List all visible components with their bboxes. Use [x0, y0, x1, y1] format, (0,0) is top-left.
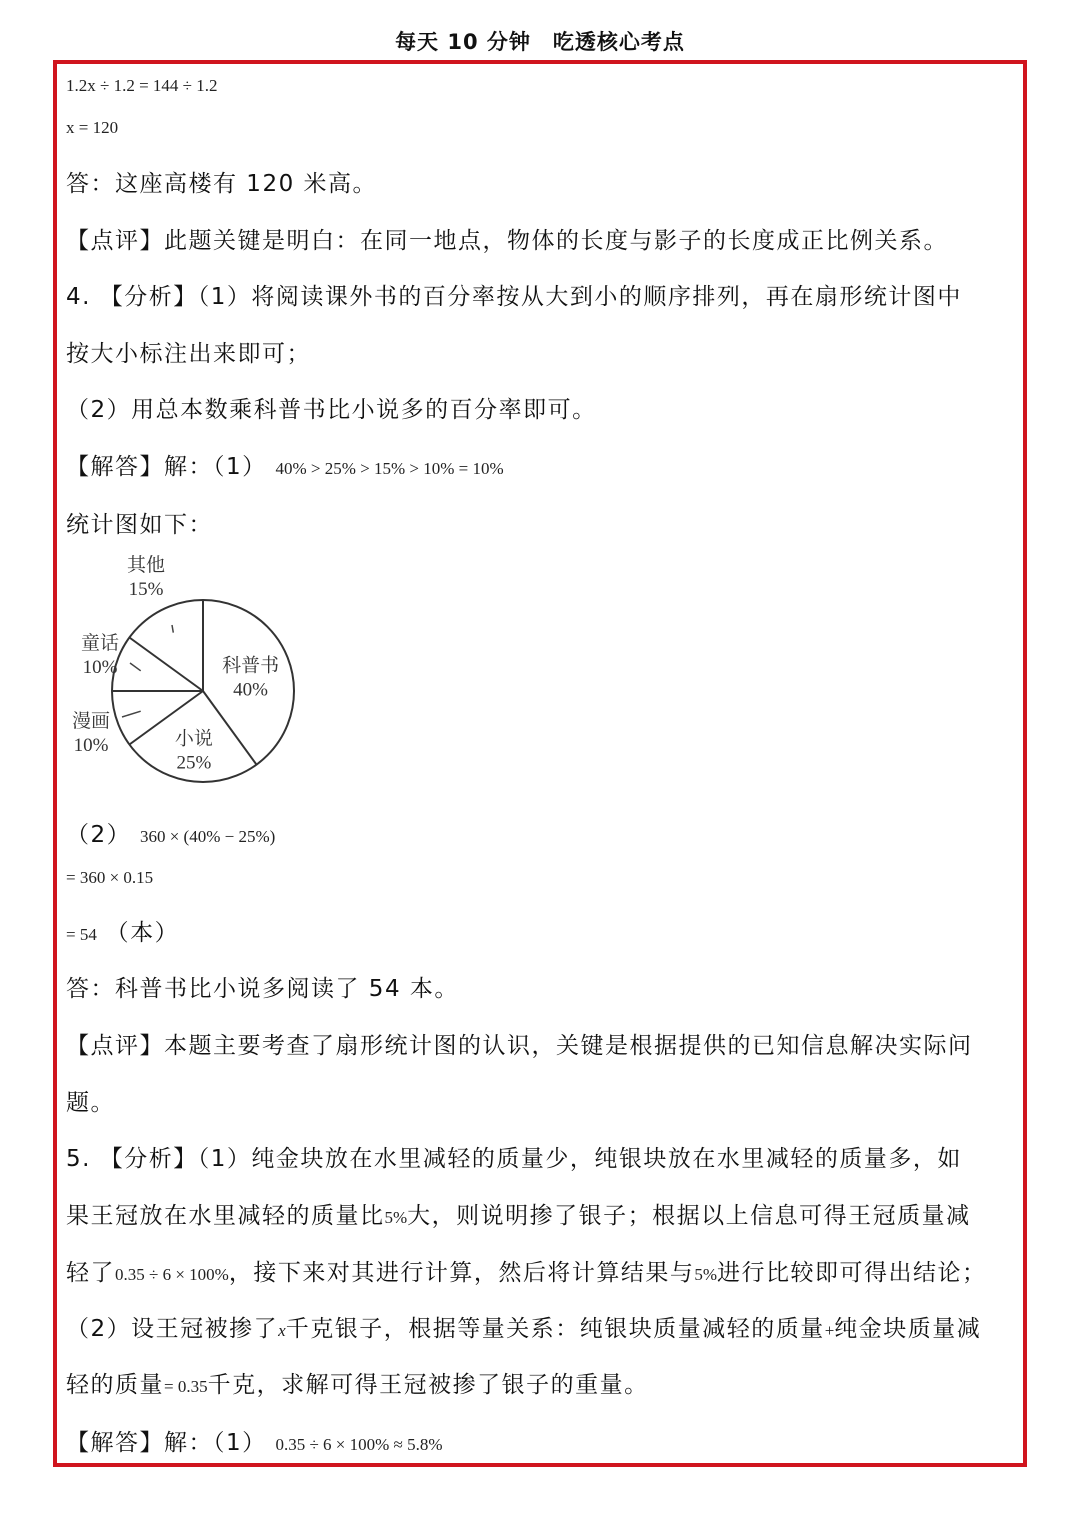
q5-line4-text-c: 纯金块质量减 [834, 1316, 982, 1342]
equation-line: 1.2x ÷ 1.2 = 144 ÷ 1.2 [66, 76, 218, 95]
q4-step2: = 360 × 0.15 [66, 868, 154, 887]
pie-slice-1-value: 40% [233, 679, 269, 701]
pie-slice-2-value: 25% [176, 752, 212, 774]
q5-line2-text-b: 大，则说明掺了银子；根据以上信息可得王冠质量减 [407, 1203, 971, 1229]
q4-solution-line [66, 448, 504, 481]
q5-analysis-line4 [66, 1310, 981, 1343]
comment-4-line2: 题。 [66, 1090, 115, 1116]
pie-chart-svg [60, 553, 310, 788]
q4-step3-math: = 54 [66, 925, 97, 944]
q5-line3-text-c: 进行比较即可得出结论； [717, 1260, 987, 1286]
q5-solution-math: 0.35 ÷ 6 × 100% ≈ 5.8% [275, 1435, 443, 1454]
q4-analysis-line2: 按大小标注出来即可； [66, 341, 311, 367]
q5-line4-text-b: 千克银子，根据等量关系：纯银块质量减轻的质量 [285, 1316, 825, 1342]
q5-line3-math2: 5% [694, 1265, 718, 1284]
q5-solution-line [66, 1424, 443, 1457]
q5-analysis-line5 [66, 1366, 649, 1399]
q5-line5-text-a: 轻的质量 [66, 1372, 164, 1398]
pie-slice-4-value: 10% [82, 657, 118, 678]
q4-solution-math: 40% > 25% > 15% > 10% = 10% [275, 459, 504, 478]
q4-step3-line [66, 914, 179, 947]
pie-slice-3-name: 漫画 [71, 711, 111, 732]
q5-analysis-line3 [66, 1254, 987, 1287]
q5-line2-text-a: 果王冠放在水里减轻的质量比 [66, 1203, 385, 1229]
q5-line3-text-a: 轻了 [66, 1260, 115, 1286]
q5-line4-math2: + [824, 1321, 835, 1340]
q4-part2-prefix: （2） [66, 822, 132, 848]
pie-chart [60, 553, 310, 788]
pie-slice-5-name: 其他 [126, 555, 166, 576]
q5-line3-text-b: ，接下来对其进行计算，然后将计算结果与 [228, 1260, 695, 1286]
comment-3: 【点评】此题关键是明白：在同一地点，物体的长度与影子的长度成正比例关系。 [66, 228, 948, 254]
q5-line4-math: x [278, 1321, 286, 1340]
answer-3: 答：这座高楼有 120 米高。 [66, 171, 378, 197]
page-header: 每天 10 分钟 吃透核心考点 [395, 30, 685, 54]
answer-4: 答：科普书比小说多阅读了 54 本。 [66, 976, 459, 1002]
pie-slice-1-name: 科普书 [222, 655, 280, 677]
pie-slice-4-name: 童话 [80, 633, 120, 654]
q5-analysis-line1: 5. 【分析】（1）纯金块放在水里减轻的质量少，纯银块放在水里减轻的质量多，如 [66, 1146, 962, 1172]
q4-part2-math: 360 × (40% − 25%) [139, 827, 276, 846]
q4-analysis-line1: 4. 【分析】（1）将阅读课外书的百分率按从大到小的顺序排列，再在扇形统计图中 [66, 284, 962, 310]
comment-4-line1: 【点评】本题主要考查了扇形统计图的认识，关键是根据提供的已知信息解决实际问 [66, 1033, 973, 1059]
pie-slice-2-name: 小说 [174, 728, 213, 750]
q5-line5-math: = 0.35 [164, 1377, 208, 1396]
q5-line3-math: 0.35 ÷ 6 × 100% [115, 1265, 229, 1284]
equation-result: x = 120 [66, 118, 119, 137]
pie-slice-5-value: 15% [128, 579, 164, 600]
q4-chart-intro: 统计图如下： [66, 512, 213, 538]
q5-analysis-line2 [66, 1197, 971, 1230]
q4-part2-line [66, 816, 275, 849]
q4-step3-unit: （本） [105, 920, 180, 946]
q4-solution-prefix: 【解答】解：（1） [66, 454, 267, 480]
q4-analysis-line3: （2）用总本数乘科普书比小说多的百分率即可。 [66, 397, 597, 423]
pie-slice-3-value: 10% [73, 735, 109, 756]
q5-line2-math: 5% [384, 1208, 408, 1227]
q5-line5-text-b: 千克，求解可得王冠被掺了银子的重量。 [207, 1372, 649, 1398]
q5-solution-prefix: 【解答】解：（1） [66, 1430, 267, 1456]
q5-line4-text-a: （2）设王冠被掺了 [66, 1316, 279, 1342]
